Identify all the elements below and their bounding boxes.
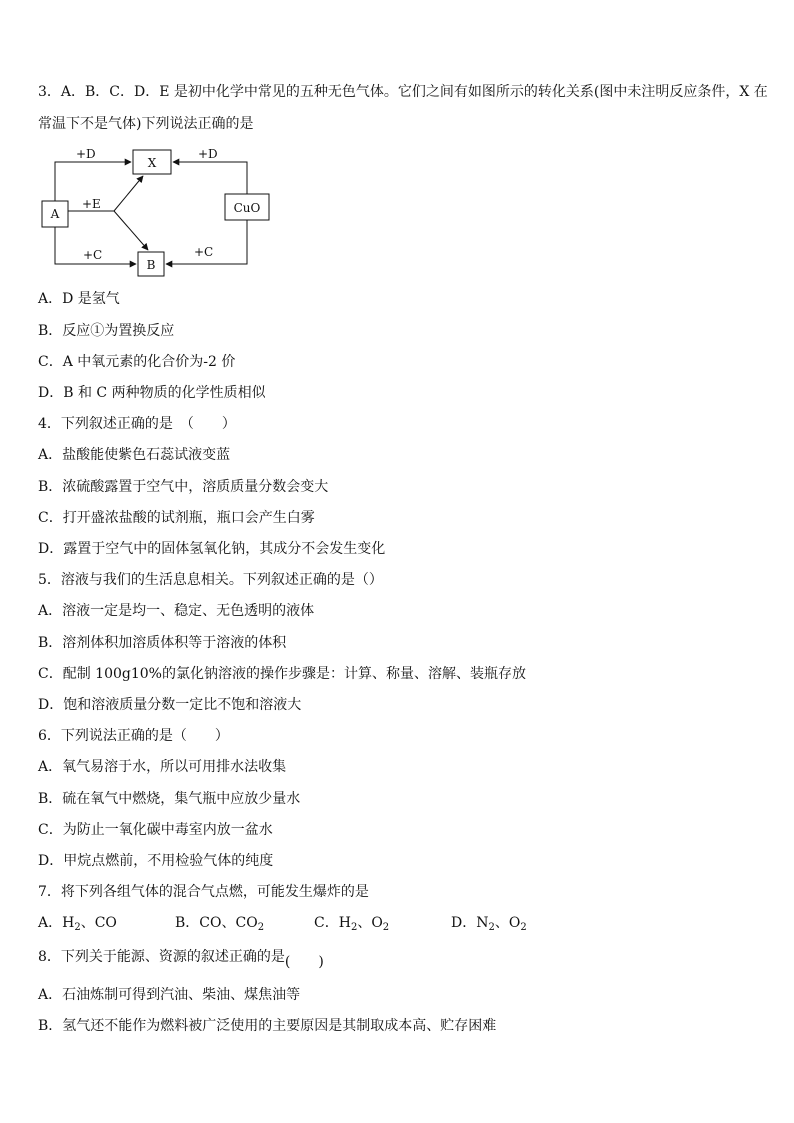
q7-option-c — [314, 914, 389, 932]
q4-option-c: C．打开盛浓盐酸的试剂瓶，瓶口会产生白雾 — [38, 510, 315, 526]
q3-option-b: B．反应①为置换反应 — [38, 323, 175, 339]
q7-option-c-sep: 、 — [357, 915, 372, 931]
q7-option-d-letter: D． — [451, 915, 477, 931]
q8-answer-paren: ( ) — [284, 954, 324, 970]
node-cuo-label: CuO — [233, 201, 261, 215]
q7-option-c-formula2: O — [371, 915, 383, 931]
label-a-to-x: +D — [76, 147, 96, 161]
q7-option-d — [451, 914, 527, 932]
q6-stem: 6．下列说法正确的是（ ） — [38, 728, 229, 744]
q3-diagram-svg — [38, 148, 278, 278]
q6-option-c: C．为防止一氧化碳中毒室内放一盆水 — [38, 822, 273, 838]
node-b-label: B — [146, 258, 156, 272]
q7-option-a-sep: 、 — [80, 915, 95, 931]
q7-option-d-sub1: 2 — [488, 922, 495, 933]
q3-reaction-diagram — [38, 148, 278, 278]
q7-option-c-sub1: 2 — [350, 922, 358, 933]
q6-option-d: D．甲烷点燃前，不用检验气体的纯度 — [38, 853, 274, 869]
label-cuo-to-x: +D — [198, 147, 218, 161]
node-x-label: X — [147, 156, 157, 170]
arrow-a-to-x — [55, 162, 131, 201]
q7-option-a-formula1: H — [62, 915, 75, 931]
q8-stem-text: 8．下列关于能源、资源的叙述正确的是 — [38, 949, 285, 965]
node-a-label: A — [50, 207, 60, 221]
arrow-branch-to-x — [114, 176, 143, 211]
q7-option-a-letter: A． — [38, 915, 63, 931]
label-a-to-b: +C — [83, 248, 103, 262]
q7-option-c-sub2: 2 — [382, 922, 390, 933]
q7-option-d-formula1: N — [476, 915, 489, 931]
q7-option-d-sep: 、 — [494, 915, 509, 931]
q6-option-b: B．硫在氧气中燃烧，集气瓶中应放少量水 — [38, 791, 301, 807]
q4-stem: 4．下列叙述正确的是 （ ） — [38, 416, 236, 432]
q7-option-b-formula1: CO — [199, 915, 222, 931]
q7-option-a-sub1: 2 — [74, 922, 81, 933]
q5-option-a: A．溶液一定是均一、稳定、无色透明的液体 — [38, 603, 315, 619]
q7-option-b-letter: B． — [175, 915, 200, 931]
q3-stem-line1: 3．A．B．C．D．E 是初中化学中常见的五种无色气体。它们之间有如图所示的转化关系(图中未注明反应条件，X 在 — [38, 84, 768, 100]
q7-option-d-sub2: 2 — [520, 922, 527, 933]
q7-option-a — [38, 914, 117, 932]
q7-option-b-formula2: CO — [235, 915, 258, 931]
q7-stem: 7．将下列各组气体的混合气点燃，可能发生爆炸的是 — [38, 884, 369, 900]
q7-option-a-formula2: CO — [94, 915, 117, 931]
q5-option-c: C．配制 100g10%的氯化钠溶液的操作步骤是：计算、称量、溶解、装瓶存放 — [38, 666, 526, 682]
q8-option-a: A．石油炼制可得到汽油、柴油、煤焦油等 — [38, 987, 301, 1003]
q5-option-b: B．溶剂体积加溶质体积等于溶液的体积 — [38, 635, 287, 651]
q8-stem — [38, 948, 324, 970]
q8-option-b: B．氢气还不能作为燃料被广泛使用的主要原因是其制取成本高、贮存困难 — [38, 1018, 497, 1034]
q6-option-a: A．氧气易溶于水，所以可用排水法收集 — [38, 759, 287, 775]
q3-option-c: C．A 中氧元素的化合价为-2 价 — [38, 354, 236, 370]
q7-option-b-sub2: 2 — [257, 922, 265, 933]
q4-option-a: A．盐酸能使紫色石蕊试液变蓝 — [38, 447, 231, 463]
q4-option-d: D．露置于空气中的固体氢氧化钠，其成分不会发生变化 — [38, 541, 386, 557]
q7-option-d-formula2: O — [508, 915, 521, 931]
q7-option-b-sep: 、 — [221, 915, 236, 931]
q7-option-c-letter: C． — [314, 915, 339, 931]
q5-option-d: D．饱和溶液质量分数一定比不饱和溶液大 — [38, 697, 302, 713]
q5-stem: 5．溶液与我们的生活息息相关。下列叙述正确的是（） — [38, 572, 383, 588]
q3-stem-line2: 常温下不是气体)下列说法正确的是 — [38, 116, 254, 132]
q3-option-a: A．D 是氢气 — [38, 291, 120, 307]
q7-option-b — [175, 914, 264, 932]
arrow-branch-to-b — [114, 211, 148, 250]
label-a-e: +E — [82, 197, 101, 211]
q3-option-d: D．B 和 C 两种物质的化学性质相似 — [38, 385, 266, 401]
label-cuo-to-b: +C — [194, 245, 214, 259]
q4-option-b: B．浓硫酸露置于空气中，溶质质量分数会变大 — [38, 479, 329, 495]
q7-option-c-formula1: H — [338, 915, 351, 931]
arrow-cuo-to-x — [173, 162, 247, 194]
